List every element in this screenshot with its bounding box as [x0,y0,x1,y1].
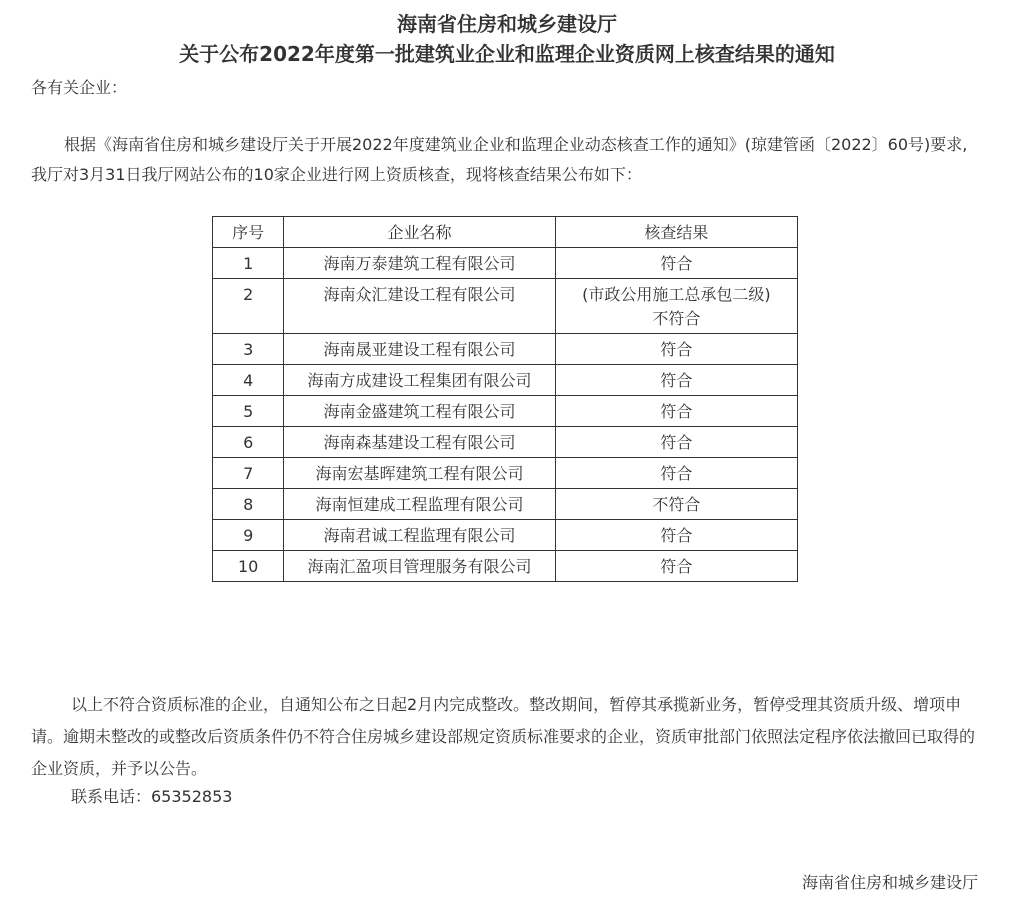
row-result-cell [555,279,797,334]
row-result: 符合 [555,365,797,396]
table-row [213,489,798,520]
header-company-name: 企业名称 [284,217,555,248]
row-company-name: 海南森基建设工程有限公司 [284,427,555,458]
row-index: 6 [213,427,284,458]
row-company-name: 海南晟亚建设工程有限公司 [284,334,555,365]
row-company-name: 海南万泰建筑工程有限公司 [284,248,555,279]
row-company-name: 海南恒建成工程监理有限公司 [284,489,555,520]
row-result: 符合 [555,396,797,427]
row-index: 7 [213,458,284,489]
row-company-name: 海南宏基晖建筑工程有限公司 [284,458,555,489]
row-result: 不符合 [652,309,701,328]
salutation: 各有关企业： [31,78,128,97]
row-company-name: 海南众汇建设工程有限公司 [284,279,555,334]
header-result: 核查结果 [555,217,797,248]
contact-phone: 联系电话：65352853 [71,787,233,806]
table-row [213,520,798,551]
row-result-note: (市政公用施工总承包二级) [582,285,771,304]
header-index: 序号 [213,217,284,248]
row-index: 2 [213,279,284,334]
row-index: 8 [213,489,284,520]
row-index: 10 [213,551,284,582]
issuer-signature: 海南省住房和城乡建设厅 [801,873,978,892]
table-row [213,427,798,458]
table-row [213,551,798,582]
row-result: 符合 [555,334,797,365]
table-row [213,365,798,396]
row-result: 符合 [555,248,797,279]
document-title-line1: 海南省住房和城乡建设厅 [397,12,617,36]
row-result: 符合 [555,458,797,489]
row-company-name: 海南汇盈项目管理服务有限公司 [284,551,555,582]
row-company-name: 海南君诚工程监理有限公司 [284,520,555,551]
row-index: 1 [213,248,284,279]
table-header-row [213,217,798,248]
table-row [213,334,798,365]
row-result: 符合 [555,520,797,551]
table-row [213,396,798,427]
row-index: 9 [213,520,284,551]
intro-paragraph: 根据《海南省住房和城乡建设厅关于开展2022年度建筑业企业和监理企业动态核查工作的通知》(琼建管函〔2022〕60号)要求,我厅对3月31日我厅网站公布的10家企业进行网上资质核查，现将核查结果公布如下： [31,135,968,184]
row-index: 3 [213,334,284,365]
row-result: 不符合 [555,489,797,520]
table-row [213,279,798,334]
document-title-line2: 关于公布2022年度第一批建筑业企业和监理企业资质网上核查结果的通知 [179,42,835,66]
closing-paragraph: 以上不符合资质标准的企业，自通知公布之日起2月内完成整改。整改期间，暂停其承揽新业务，暂停受理其资质升级、增项申请。逾期未整改的或整改后资质条件仍不符合住房城乡建设部规定资质标准要求的企业，资质审批部门依照法定程序依法撤回已取得的企业资质，并予以公告。 [31,695,976,778]
row-result: 符合 [555,551,797,582]
row-index: 4 [213,365,284,396]
table-row [213,458,798,489]
row-company-name: 海南方成建设工程集团有限公司 [284,365,555,396]
row-result: 符合 [555,427,797,458]
row-company-name: 海南金盛建筑工程有限公司 [284,396,555,427]
results-table [212,216,798,582]
row-index: 5 [213,396,284,427]
table-row [213,248,798,279]
